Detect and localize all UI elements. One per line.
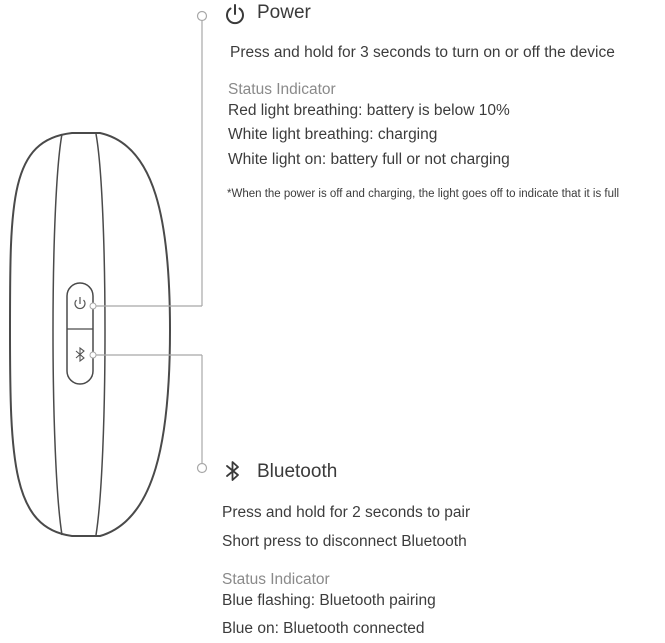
bluetooth-instruction: Short press to disconnect Bluetooth: [222, 533, 467, 550]
bluetooth-leader-line: [95, 355, 202, 463]
power-title: Power: [257, 2, 311, 23]
bluetooth-leader-end-dot: [198, 464, 207, 473]
bluetooth-status-line: Blue flashing: Bluetooth pairing: [222, 592, 436, 609]
power-instruction: Press and hold for 3 seconds to turn on or off the device: [230, 44, 615, 61]
power-icon: [224, 3, 246, 30]
device-seam-left: [53, 134, 62, 535]
power-status-line: White light on: battery full or not charging: [228, 151, 510, 168]
bluetooth-title: Bluetooth: [257, 461, 338, 482]
bluetooth-icon: [222, 459, 244, 488]
power-status-line: White light breathing: charging: [228, 126, 438, 143]
power-status-line: Red light breathing: battery is below 10%: [228, 102, 510, 119]
bluetooth-status-line: Blue on: Bluetooth connected: [222, 620, 425, 637]
power-leader-start-dot: [90, 303, 96, 309]
power-note: *When the power is off and charging, the light goes off to indicate that it is full: [227, 188, 620, 200]
bluetooth-status-title: Status Indicator: [222, 571, 330, 588]
bluetooth-instruction: Press and hold for 2 seconds to pair: [222, 504, 471, 521]
bluetooth-leader-start-dot: [90, 352, 96, 358]
power-leader-end-dot: [198, 12, 207, 21]
power-status-title: Status Indicator: [228, 81, 336, 98]
device-seam-right: [96, 134, 105, 535]
power-leader-line: [95, 21, 202, 306]
